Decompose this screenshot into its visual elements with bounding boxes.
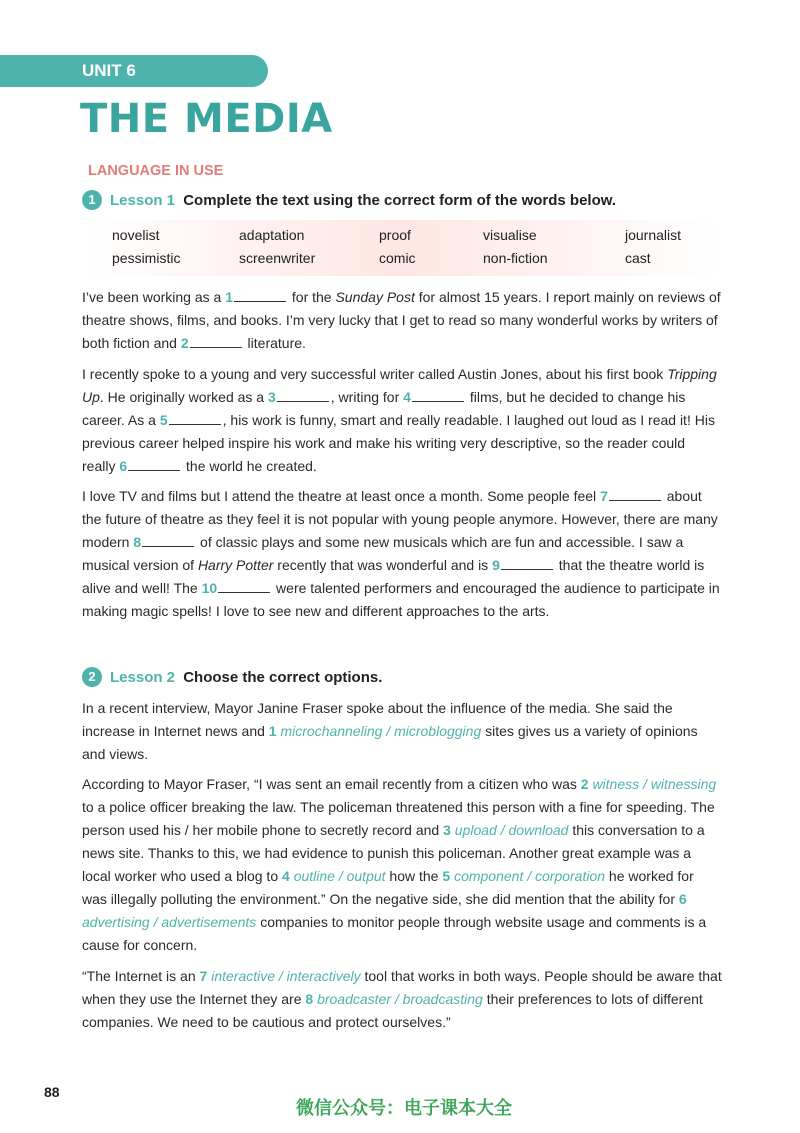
blank-number: 4: [403, 389, 411, 405]
blank-number: 1: [225, 289, 233, 305]
text-run: sites gives us a variety of opinions and views.: [82, 723, 698, 762]
word-item: adaptation: [239, 227, 305, 243]
text-run: of classic plays and some new musicals which are fun and accessible. I saw a musical version of: [82, 534, 684, 573]
answer-blank[interactable]: [609, 488, 661, 501]
text-run: I recently spoke to a young and very successful writer called Austin Jones, about his first book: [82, 366, 668, 382]
answer-blank[interactable]: [142, 534, 194, 547]
text-run: According to Mayor Fraser, “I was sent an email recently from a citizen who was: [82, 776, 581, 792]
text-run: companies to monitor people through website usage and comments is a cause for concern.: [82, 914, 707, 953]
option-choice[interactable]: outline / output: [293, 868, 386, 884]
option-choice[interactable]: component / corporation: [454, 868, 606, 884]
word-box: [82, 220, 720, 276]
text-run: literature.: [243, 335, 306, 351]
option-number: 7: [199, 968, 208, 984]
answer-blank[interactable]: [501, 557, 553, 570]
blank-number: 10: [201, 580, 218, 596]
text-run: to a police officer breaking the law. The policeman threatened this person with a fine for speeding. The person used his / her mobile phone to secretly record and: [82, 799, 715, 838]
word-item: cast: [625, 250, 651, 266]
text-run: how the: [385, 868, 443, 884]
text-run: their preferences to lots of different companies. We need to be cautious and protect ourselves.”: [82, 991, 703, 1030]
blank-number: 5: [159, 412, 168, 428]
option-number: 8: [305, 991, 314, 1007]
lesson-1-heading: [82, 190, 616, 210]
option-number: 5: [442, 868, 451, 884]
text-run: were talented performers and encouraged the audience to participate in making magic spells! I love to see new and different approaches to the arts.: [82, 580, 720, 619]
lesson-1-number-badge: 1: [82, 190, 102, 210]
word-item: pessimistic: [112, 250, 181, 266]
answer-blank[interactable]: [412, 389, 464, 402]
option-number: 2: [580, 776, 589, 792]
answer-blank[interactable]: [190, 335, 242, 348]
text-run: this conversation to a news site. Thanks to this, we had evidence to punish this policeman. Another great example was a local worker who used a blog to: [82, 822, 705, 884]
lesson-2-paragraph-2: [82, 773, 722, 957]
answer-blank[interactable]: [169, 412, 221, 425]
word-item: non-fiction: [483, 250, 548, 266]
option-choice[interactable]: microchanneling / microblogging: [280, 723, 482, 739]
option-choice[interactable]: broadcaster / broadcasting: [317, 991, 483, 1007]
text-run: the world he created.: [182, 458, 317, 474]
text-run: I’ve been working as a: [82, 289, 226, 305]
word-item: screenwriter: [239, 250, 316, 266]
lesson-2-paragraph-3: [82, 965, 722, 1034]
text-run: . He originally worked as a: [99, 389, 268, 405]
page-number: 88: [44, 1084, 60, 1100]
answer-blank[interactable]: [128, 458, 180, 471]
option-number: 4: [282, 868, 290, 884]
option-number: 1: [268, 723, 277, 739]
text-italic: Sunday Post: [335, 289, 415, 305]
text-run: he worked for was illegally polluting the environment.” On the negative side, she did mention that the ability for: [82, 868, 694, 907]
option-choice[interactable]: interactive / interactively: [211, 968, 361, 984]
answer-blank[interactable]: [218, 580, 270, 593]
lesson-1-label: Lesson 1: [110, 192, 176, 209]
text-run: I love TV and films but I attend the theatre at least once a month. Some people feel: [82, 488, 601, 504]
blank-number: 3: [267, 389, 276, 405]
blank-number: 8: [133, 534, 142, 550]
blank-number: 6: [119, 458, 128, 474]
page-title: THE MEDIA: [80, 96, 333, 142]
text-italic: Harry Potter: [197, 557, 274, 573]
lesson-2-paragraph-1: [82, 697, 722, 766]
footer-caption: 微信公众号：电子课本大全: [296, 1098, 512, 1118]
lesson-2-instruction: Choose the correct options.: [183, 669, 383, 686]
text-run: films, but he decided to change his career. As a: [82, 389, 686, 428]
text-run: , writing for: [330, 389, 404, 405]
blank-number: 9: [492, 557, 500, 573]
word-item: novelist: [112, 227, 160, 243]
text-run: about the future of theatre as they feel it is not popular with young people anymore. However, there are many modern: [82, 488, 718, 550]
text-run: “The Internet is an: [82, 968, 200, 984]
option-choice[interactable]: advertising / advertisements: [82, 914, 257, 930]
lesson-1-paragraph-3: [82, 485, 722, 623]
text-run: that the theatre world is alive and well! The: [82, 557, 705, 596]
answer-blank[interactable]: [277, 389, 329, 402]
blank-number: 7: [600, 488, 608, 504]
lesson-1-instruction: Complete the text using the correct form of the words below.: [183, 192, 617, 209]
word-item: comic: [379, 250, 416, 266]
section-heading: LANGUAGE IN USE: [88, 163, 224, 179]
answer-blank[interactable]: [234, 289, 286, 302]
option-choice[interactable]: witness / witnessing: [592, 776, 717, 792]
word-item: journalist: [625, 227, 682, 243]
blank-number: 2: [180, 335, 189, 351]
option-choice[interactable]: upload / download: [454, 822, 569, 838]
option-number: 3: [443, 822, 451, 838]
lesson-2-heading: [82, 667, 382, 687]
text-run: tool that works in both ways. People should be aware that when they use the Internet they are: [82, 968, 722, 1007]
lesson-2-number-badge: 2: [82, 667, 102, 687]
text-run: In a recent interview, Mayor Janine Fraser spoke about the influence of the media. She said the increase in Internet news and: [82, 700, 673, 739]
option-number: 6: [678, 891, 687, 907]
word-item: visualise: [483, 227, 537, 243]
text-run: for almost 15 years. I report mainly on reviews of theatre shows, films, and books. I’m very lucky that I get to read so many wonderful works by writers of both fiction and: [82, 289, 721, 351]
text-italic: Tripping Up: [82, 366, 717, 405]
text-run: for the: [288, 289, 336, 305]
text-run: recently that was wonderful and is: [273, 557, 493, 573]
lesson-1-paragraph-2: [82, 363, 722, 478]
text-run: , his work is funny, smart and really readable. I laughed out loud as I read it! His previous career helped inspire his work and make his writing very descriptive, so the reader could really: [82, 412, 715, 474]
lesson-1-paragraph-1: [82, 286, 722, 355]
word-item: proof: [379, 227, 411, 243]
lesson-2-label: Lesson 2: [110, 669, 176, 686]
unit-label: UNIT 6: [0, 55, 268, 87]
